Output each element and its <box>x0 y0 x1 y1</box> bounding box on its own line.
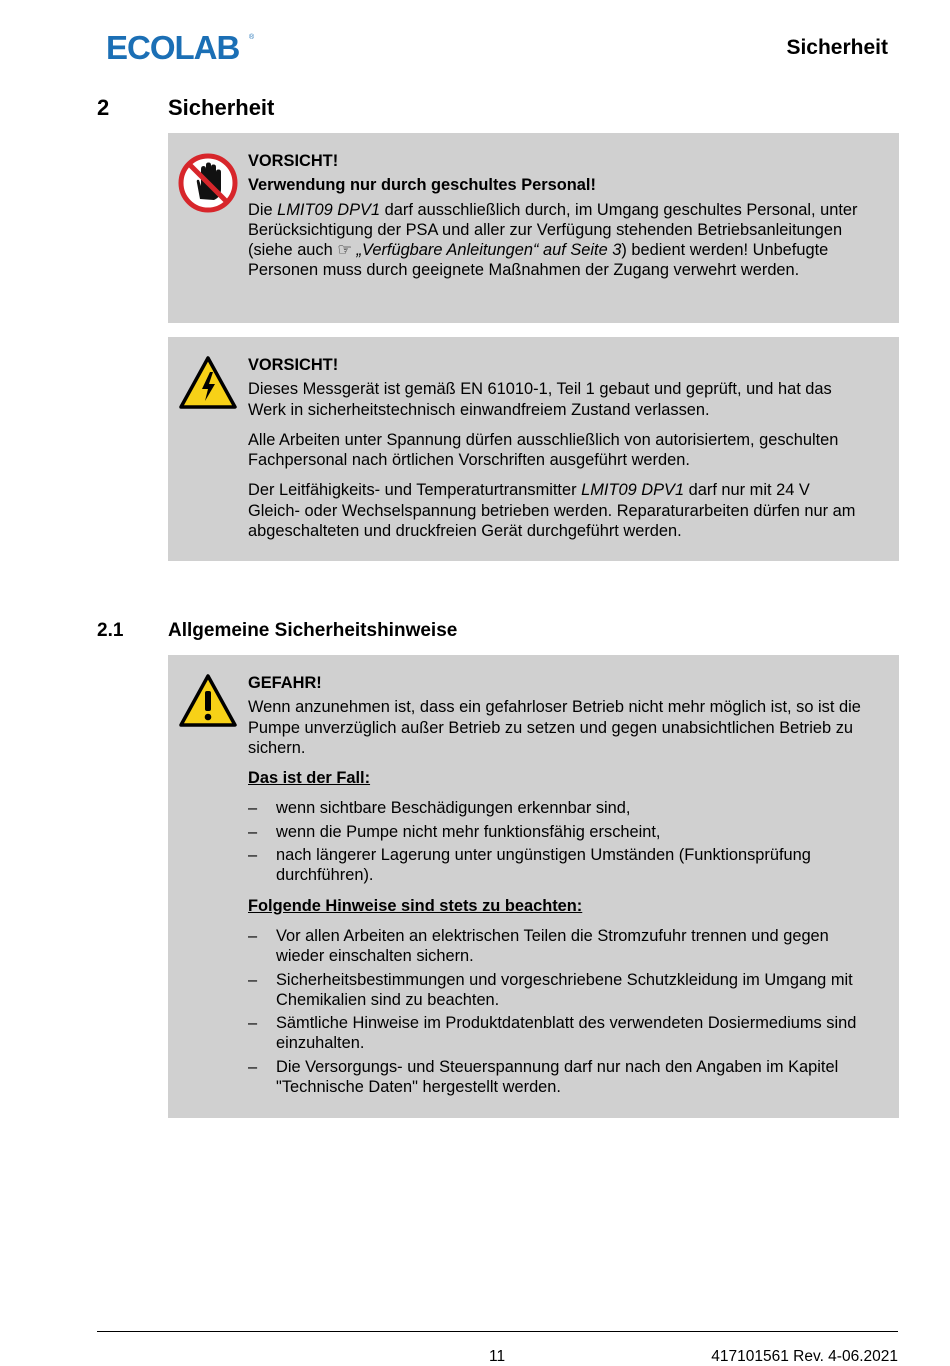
document-id: 417101561 Rev. 4-06.2021 <box>711 1348 898 1365</box>
caution-subtitle: Verwendung nur durch geschultes Personal! <box>248 176 596 195</box>
warning-exclamation-icon <box>178 673 238 734</box>
notes-list <box>248 926 863 1097</box>
danger-intro: Wenn anzunehmen ist, dass ein gefahrloser Betrieb nicht mehr möglich ist, so ist die Pumpe unverzüglich außer Betrieb zu setzen und gegen unabsichtlichen Betrieb zu sichern. <box>248 698 861 757</box>
svg-text:®: ® <box>249 34 255 41</box>
subsection-number: 2.1 <box>97 620 124 641</box>
section-title: Sicherheit <box>168 95 275 120</box>
list-item: – nach längerer Lagerung unter ungünstigen Umständen (Funktionsprüfung durchführen). <box>248 846 811 885</box>
ecolab-logo <box>106 30 256 64</box>
footer-divider <box>97 1331 898 1332</box>
caution-paragraph: Der Leitfähigkeits- und Temperaturtransmitter LMIT09 DPV1 darf nur mit 24 V Gleich- oder Wechselspannung betrieben werden. Reparaturarbeiten dürfen nur am abgeschalteten und druckfreien Gerät durchgeführt werden. <box>248 481 856 541</box>
cross-reference-link[interactable]: ☞ „Verfügbare Anleitungen“ auf Seite 3 <box>337 241 622 260</box>
list-item: – wenn die Pumpe nicht mehr funktionsfähig erscheint, <box>248 822 661 841</box>
subsection-title: Allgemeine Sicherheitshinweise <box>168 620 458 641</box>
caution-paragraph: Alle Arbeiten unter Spannung dürfen ausschließlich von autorisiertem, geschulten Fachpersonal nach örtlichen Vorschriften ausgeführt werden. <box>248 430 839 470</box>
case-list <box>248 798 863 885</box>
section-number: 2 <box>97 95 110 120</box>
case-heading: Das ist der Fall: <box>248 769 371 788</box>
header-section-title: Sicherheit <box>786 36 888 59</box>
electrical-hazard-icon <box>178 355 238 416</box>
caution-text: Die LMIT09 DPV1 darf ausschließlich durch, im Umgang geschultes Personal, unter Berücksichtigung der PSA und aller zur Verfügung stehenden Betriebsanleitungen (siehe auch ☞ „Verfügbare Anleitungen“ auf Seite 3) bedient werden! Unbefugte Personen muss durch geeignete Maßnahmen der Zugang verwehrt werden. <box>248 200 858 280</box>
notes-heading: Folgende Hinweise sind stets zu beachten: <box>248 896 583 915</box>
list-item: – Sicherheitsbestimmungen und vorgeschriebene Schutzkleidung im Umgang mit Chemikalien sind zu beachten. <box>248 970 853 1009</box>
logo-text: ECOLAB <box>106 30 240 64</box>
caution-paragraph: Dieses Messgerät ist gemäß EN 61010-1, Teil 1 gebaut und geprüft, und hat das Werk in sicherheitstechnisch einwandfreiem Zustand verlassen. <box>248 380 832 419</box>
page-number: 11 <box>489 1348 506 1365</box>
caution-box-personnel <box>168 133 899 323</box>
list-item: – wenn sichtbare Beschädigungen erkennbar sind, <box>248 799 631 818</box>
danger-label: GEFAHR! <box>248 674 322 692</box>
list-item: – Die Versorgungs- und Steuerspannung darf nur nach den Angaben im Kapitel "Technische Daten" hergestellt werden. <box>248 1057 839 1097</box>
list-item: – Vor allen Arbeiten an elektrischen Teilen die Stromzufuhr trennen und gegen wieder einschalten sichern. <box>248 926 829 966</box>
caution-label: VORSICHT! <box>248 152 339 170</box>
no-entry-hand-icon <box>178 153 238 218</box>
caution-label: VORSICHT! <box>248 356 339 374</box>
danger-box <box>168 655 899 1118</box>
list-item: – Sämtliche Hinweise im Produktdatenblatt des verwendeten Dosiermediums sind einzuhalten. <box>248 1014 857 1053</box>
caution-box-electrical <box>168 337 899 561</box>
